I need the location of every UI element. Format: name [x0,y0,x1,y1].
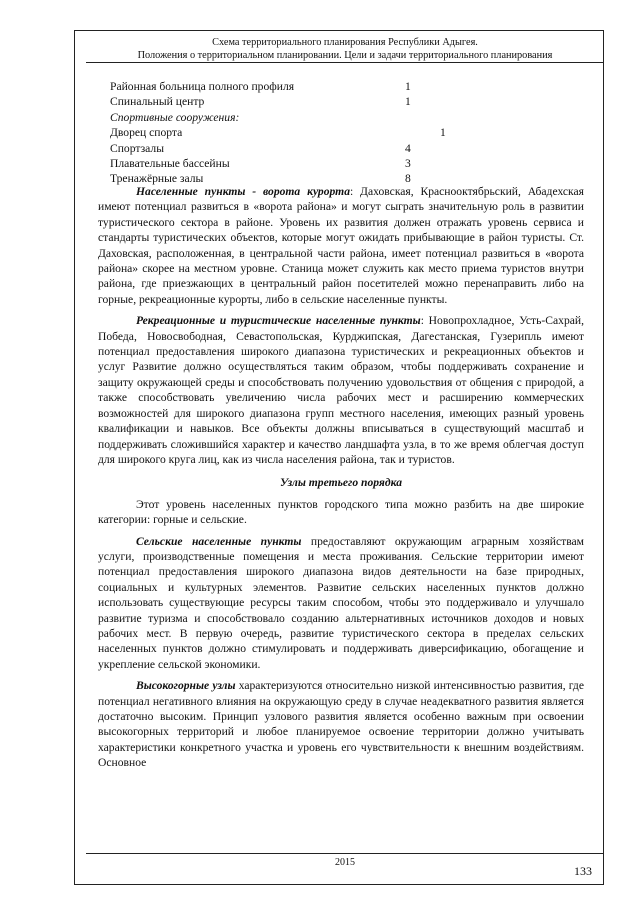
page-number: 133 [574,864,592,878]
paragraph-term: Рекреационные и туристические населенные пункты [136,314,421,328]
paragraph-text: : Новопрохладное, Усть-Сахрай, Победа, Новосвободная, Севастопольская, Курджипская, Дагестанская, Гузерипль имеют потенциал предоставления широкого диапазона туристических и рекреационных объектов и услуг Развитие должно осуществляться таким образом, чтобы поддерживать сохранение и защиту окружающей среды и способствовать получению удовольствия от общения с природой, а также способствовать увеличению числа рабочих мест и расширению коммерческих возможностей для широкого диапазона групп местного населения, имеющих разный уровень квалификации и навыков. Все объекты должны вписываться в существующий масштаб и поддерживать сложившийся характер и качество ландшафта узла, в то же время облегчая доступ для широкого круга лиц, как из числа населения района, так и туристов. [98,314,584,466]
facilities-list [110,79,530,187]
header-line-2: Положения о территориальном планировании. Цели и задачи территориального планирования [137,49,553,61]
header-rule [86,62,604,63]
document-body [98,184,584,777]
facility-label: Спортивные сооружения: [110,110,240,124]
paragraph-gateway-settlements [98,184,584,307]
facility-row [110,141,530,156]
paragraph-highland-nodes [98,678,584,770]
facility-value: 1 [405,80,411,93]
facility-row [110,125,530,140]
header-line-1: Схема территориального планирования Республики Адыгея. [212,37,478,48]
section-heading: Узлы третьего порядка [279,476,403,490]
footer-year: 2015 [335,857,355,868]
facility-label: Спортзалы [110,141,164,155]
facility-label: Тренажёрные залы [110,172,204,186]
facility-label: Районная больница полного профиля [110,80,295,93]
facility-label: Дворец спорта [110,126,183,140]
facility-row [110,79,530,94]
paragraph-recreational-settlements [98,313,584,467]
facility-value: 3 [405,156,411,170]
running-header [86,37,604,62]
paragraph-text: Этот уровень населенных пунктов городского типа можно разбить на две широкие категории: горные и сельские. [98,497,584,527]
facility-section-heading [110,110,530,125]
paragraph-text: : Даховская, Краснооктябрьский, Абадехская имеют потенциал развиться в «ворота района» и могут сыграть значительную роль в развитии туристического сектора в районе. Уровень их развития должен отражать уровень сервиса и стандарты туристических объектов, которые могут ожидать прибывающие в район туристы. Ст. Даховская, расположенная, в центральной части района, имеет потенциал развиться в «ворота района» скорее на местном уровне. Станица может служить как место приема туристов внутри района, где приезжающих в центральный район посетителей можно перенаправить либо на горные, рекреационные курорты, либо в сельские населенные пункты. [98,185,584,306]
footer-rule [86,853,604,854]
paragraph-term: Населенные пункты - ворота курорта [136,185,350,198]
facility-value: 1 [405,95,411,109]
facility-value: 8 [405,172,411,186]
paragraph-rural-settlements [98,534,584,673]
paragraph-term: Высокогорные узлы [136,679,236,693]
facility-row [110,94,530,109]
paragraph-third-order-intro [98,497,584,528]
facility-row [110,156,530,171]
facility-value: 1 [440,126,446,140]
facility-value: 4 [405,141,411,155]
facility-label: Плавательные бассейны [110,156,230,170]
facility-label: Спинальный центр [110,95,205,109]
paragraph-text: характеризуются относительно низкой интенсивностью развития, где потенциал негативного влияния на окружающую среду в случае неадекватного развития является достаточно высоким. Принцип узлового развития является особенно важным при освоении высокогорных территорий и любое планируемое освоение территории должно учитывать характеристики конкретного участка и уровень его чувствительности к внешним воздействиям. Основное [98,679,584,770]
paragraph-text: предоставляют окружающим аграрным хозяйствам услуги, производственные помещения и места проживания. Сельские территории имеют потенциал предоставления широкого диапазона видов деятельности на базе природных, социальных и культурных элементов. Развитие сельских населенных пунктов должно использовать существующие ресурсы таким способом, чтобы это поддерживало и улучшало развитие туризма и способствовало созданию альтернативных источников доходов и новых рабочих мест. В первую очередь, развитие туристического сектора в пределах сельских населенных пунктов должно стимулировать и поддерживать диверсификацию, обогащение и укрепление сельской экономики. [98,534,584,671]
paragraph-term: Сельские населенные пункты [136,534,302,548]
